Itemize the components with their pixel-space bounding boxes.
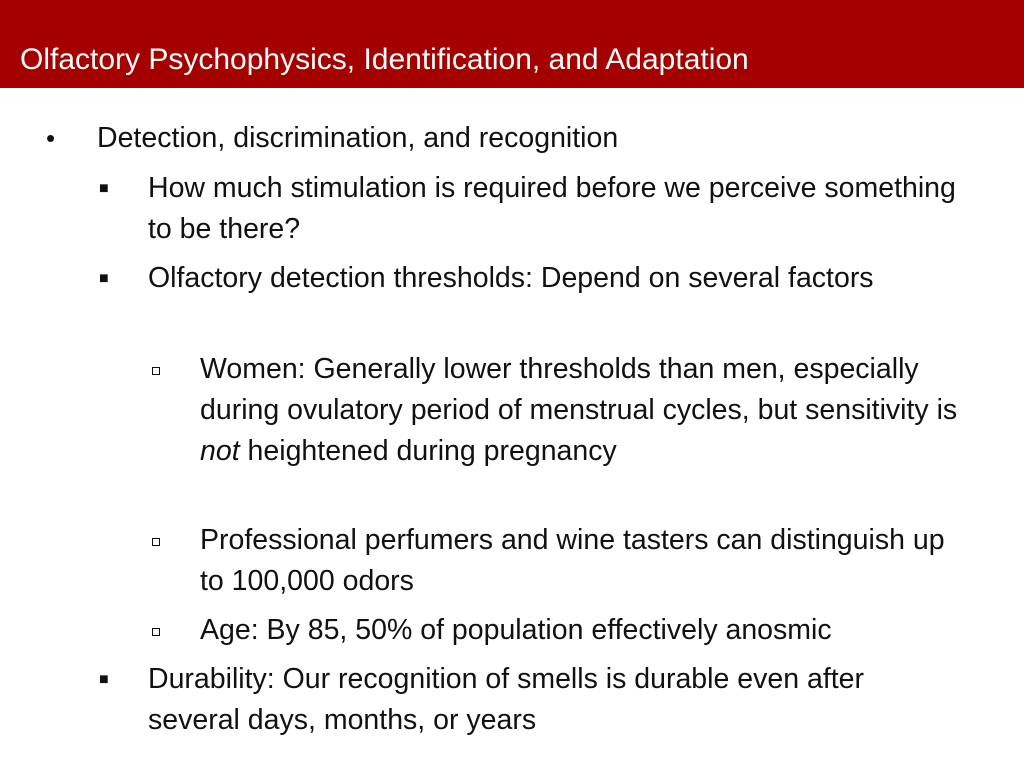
- bullet-text-part: heightened during pregnancy: [239, 435, 617, 467]
- bullet-text-part: Women: Generally lower thresholds than men, especially during ovulatory period of menstrual cycles, but sensitivity is: [200, 353, 958, 426]
- hollow-square-bullet-icon: [152, 367, 160, 375]
- bullet-text: Durability: Our recognition of smells is durable even after several days, months, or years: [148, 663, 864, 736]
- emphasis-text: not: [200, 435, 240, 467]
- bullet-dot-icon: •: [46, 123, 56, 153]
- square-bullet-icon: ■: [99, 671, 109, 688]
- bullet-text: Detection, discrimination, and recognition: [97, 122, 619, 154]
- square-bullet-icon: ■: [99, 270, 109, 287]
- bullet-text: Age: By 85, 50% of population effectively anosmic: [200, 614, 832, 646]
- bullet-text: Olfactory detection thresholds: Depend on several factors: [148, 262, 874, 294]
- hollow-square-bullet-icon: [152, 628, 160, 636]
- slide-title: Olfactory Psychophysics, Identification, and Adaptation: [20, 43, 749, 76]
- bullet-text: [200, 349, 960, 472]
- hollow-square-bullet-icon: [152, 538, 160, 546]
- bullet-text: How much stimulation is required before we perceive something to be there?: [148, 172, 956, 245]
- bullet-text: Professional perfumers and wine tasters can distinguish up to 100,000 odors: [200, 524, 945, 597]
- square-bullet-icon: ■: [99, 180, 109, 197]
